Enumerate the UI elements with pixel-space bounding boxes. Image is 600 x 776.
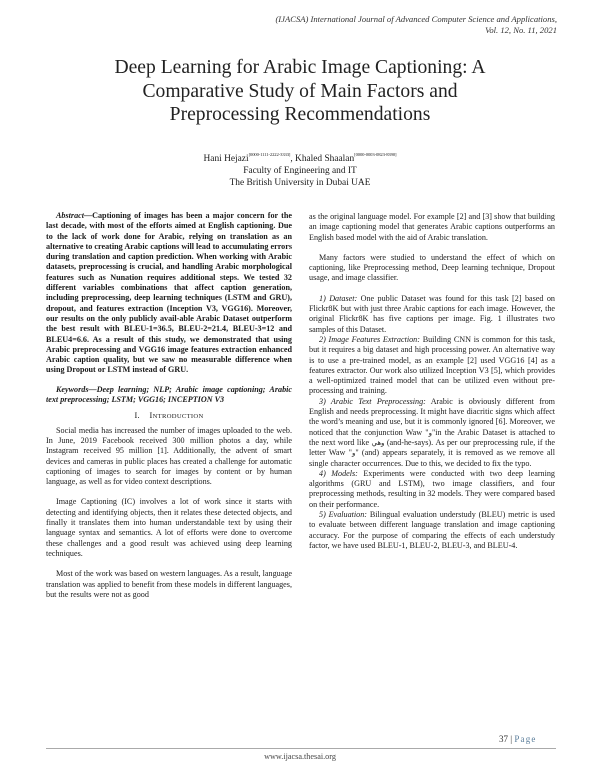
factor-preprocessing [309,397,555,469]
author-block [60,149,540,189]
title-line-1: Deep Learning for Arabic Image Captioning: A [114,57,486,78]
factor-models-text: Experiments were conducted with two deep learning algorithms (GRU and LSTM), two image classifiers, and four preprocessing methods, resulting in 32 models. They were compared based on their performance. [309,468,555,509]
abstract [46,211,292,376]
journal-name: (IJACSA) International Journal of Advanced Computer Science and Applications, [275,14,557,24]
factor-evaluation-text: Bilingual evaluation understudy (BLEU) metric is used to evaluate between different language translation and image captioning accuracy. For the purpose of comparing the effects of each understudy factor, we have used BLEU-1, BLEU-2, BLEU-3, and BLEU-4. [309,510,555,550]
author-separator: , [290,154,296,164]
factor-preprocessing-text-d: " (and) appears separately, it is removed as we remove all single character occurrences. Due to this, we decided to fix the typo. [309,448,555,468]
paper-title [40,56,560,127]
intro-paragraph-2: Image Captioning (IC) involves a lot of work since it starts with detecting and identifying objects, then it relates these detected objects, and finally it translates them into human understandable text by using their language syntax and semantics. A lot of efforts were done to overcome these challenges and a good result was achieved using deep learning techniques. [46,497,292,558]
journal-volume: Vol. 12, No. 11, 2021 [485,25,557,35]
author-names [60,149,540,165]
factor-features [309,335,555,397]
page-label: Page [514,734,537,744]
intro-paragraph-3: Most of the work was based on western languages. As a result, language translation was applied to benefit from these models in different languages, but the results were not as good [46,569,292,599]
intro-paragraph-1: Social media has increased the number of images uploaded to the web. In June, 2019 Facebook received 300 million photos a day, while Instagram received 95 million [1]. Additionally, the advent of smart devices and cameras in public places has created a challenge for automatic captioning of images to search for images by content or by human language, as well as for video context descriptions. [46,425,292,487]
section-initial: I [149,411,153,421]
arabic-word: وهي [371,438,385,447]
factor-preprocessing-text-c: (and-he-says). As per our preprocessing rule, if the letter Waw " [309,437,555,458]
abstract-dash: — [84,211,93,220]
abstract-label: Abstract [56,211,84,220]
keywords-text: Deep learning; NLP; Arabic image captioning; Arabic text preprocessing; LSTM; VGG16; INCEPTION V3 [46,384,292,405]
factor-models [309,469,555,510]
right-column [309,212,555,551]
section-numeral: I. [134,411,140,421]
factor-features-label: 2) Image Features Extraction: [319,334,420,344]
author-university: The British University in Dubai UAE [229,178,371,188]
page-number [499,734,537,744]
section-heading-introduction [46,411,292,422]
factor-dataset [309,294,555,335]
arabic-waw-2: و [351,449,356,458]
keywords-label: Keywords [56,384,89,394]
author-2: Khaled Shaalan [295,154,355,164]
page-number-value: 37 [499,734,508,744]
author-1-orcid: [0000-1111-2222-3333] [248,152,291,157]
factor-preprocessing-text-a: Arabic is obviously different from English and needs preprocessing. It might have diacritic signs which affect the word’s meaning and use, but it is commonly ignored [6]. Moreover, we noticed that the conjunction Waw " [309,396,555,437]
right-paragraph-1: as the original language model. For example [2] and [3] show that building an image captioning model that generates Arabic captions outperforms an English based model with the aid of Arabic translation. [309,212,555,242]
author-2-orcid: [0000-0003-0823-8390] [354,152,397,157]
page-number-separator: | [508,734,515,744]
factor-preprocessing-text-b: "in the Arabic Dataset is attached to the next word like [309,427,555,447]
title-line-3: Preprocessing Recommendations [169,104,431,126]
author-faculty: Faculty of Engineering and IT [243,166,357,176]
footer-divider [46,748,556,749]
factor-models-label: 4) Models: [319,468,358,478]
left-column [46,211,292,600]
abstract-text: Captioning of images has been a major concern for the last decade, with most of the efforts aimed at English captioning. Due to the lack of work done for Arabic, relying on translation as an alternative to creating Arabic captions will lead to accumulating errors during translation and caption prediction. When working with Arabic datasets, preprocessing is crucial, and handling Arabic morphological features such as Nunation requires additional steps. We tested 32 different variables combinations that affect caption generation, including preprocessing, deep learning techniques (LSTM and GRU), dropout, and features extraction (Inception V3, VGG16). Moreover, our results on the only publicly avail-able Arabic Dataset outperform the best result with BLEU-1=36.5, BLEU-2=21.4, BLEU-3=12 and BLEU4=6.6. As a result of this study, we demonstrated that using Arabic preprocessing and VGG16 image features extraction enhanced Arabic caption quality, but we saw no measurable difference when using Dropout or LSTM instead of GRU. [46,211,292,375]
factor-features-text: Building CNN is common for this task, but it requires a big dataset and high processing power. An alternative way is to use a pre-trained model, as an example [2] used VGG16 [4] as a features extractor. Our work also utilized Inception V3 [5], which provides a well-optimized trained model that can be utilized even without pre-processing and training. [309,334,556,396]
journal-header [227,14,557,36]
title-line-2: Comparative Study of Main Factors and [142,80,458,102]
factor-evaluation [309,510,555,551]
factor-dataset-text: One public Dataset was found for this task [2] based on Flickr8K but with just three Arabic captions for each image. However, the original Flickr8K has five captions per image. Fig. 1 illustrates two samples of this Dataset. [309,293,555,334]
keywords [46,385,292,406]
author-1: Hani Hejazi [203,154,249,164]
arabic-waw: و [428,428,432,437]
factor-evaluation-label: 5) Evaluation: [319,510,367,520]
keywords-dash: — [88,384,97,394]
right-paragraph-2: Many factors were studied to understand the effect of which on captioning, like Preprocessing method, Deep learning technique, Dropout usage, and image classifier. [309,252,555,283]
footer-url: www.ijacsa.thesai.org [264,752,336,761]
factor-dataset-label: 1) Dataset: [319,293,358,303]
section-rest: NTRODUCTION [152,413,204,421]
factor-preprocessing-label: 3) Arabic Text Preprocessing: [319,396,426,406]
